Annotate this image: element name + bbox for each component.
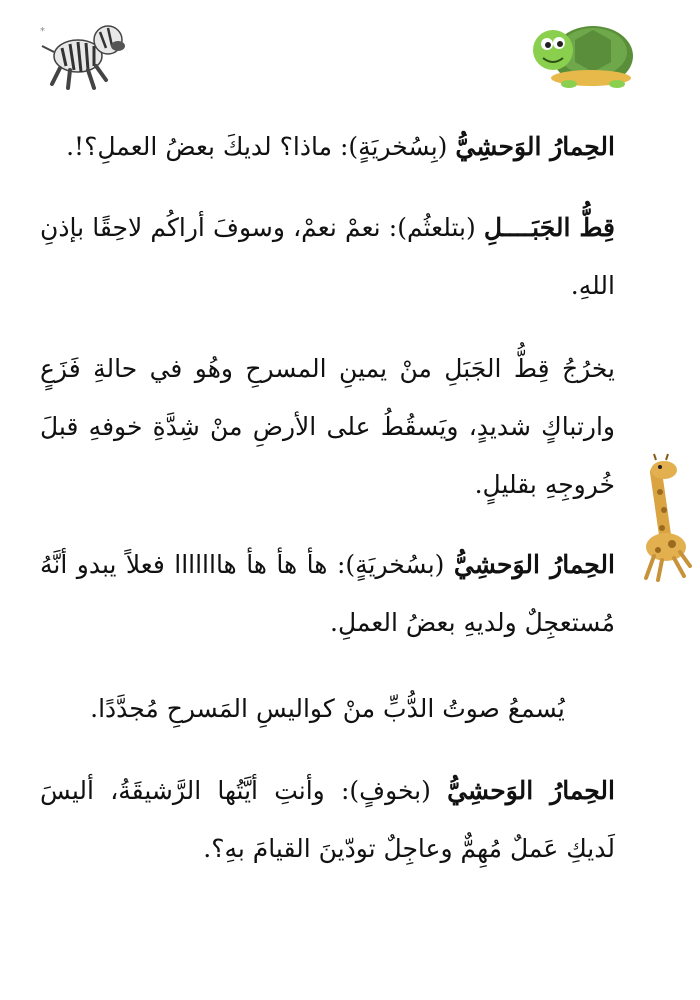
spoken-line: هأ هأ هأ هااااااا فعلاً يبدو أنَّهُ مُستعجِلٌ ولديهِ بعضُ العملِ. bbox=[40, 550, 615, 637]
stage-direction: (بتلعثُم): bbox=[388, 213, 476, 242]
spoken-line: وأنتِ أيَّتُها الرَّشيقَةُ، أليسَ لَديكِ عَملٌ مُهِمٌّ وعاجِلٌ تودّينَ القيامَ بهِ؟. bbox=[40, 776, 615, 863]
stage-direction: (بخوفٍ): bbox=[341, 776, 431, 805]
zebra-icon bbox=[36, 12, 126, 92]
narration-paragraph: يُسمعُ صوتُ الدُّبِّ منْ كواليسِ المَسرحِ مُجدَّدًا. bbox=[90, 694, 565, 723]
spoken-line: ماذا؟ لديكَ بعضُ العملِ؟!. bbox=[66, 132, 332, 161]
speaker-name: الحِمارُ الوَحشِيُّ bbox=[453, 550, 615, 579]
dialogue-line-zebra-1 bbox=[40, 118, 615, 176]
dialogue-line-zebra-3 bbox=[40, 762, 615, 878]
dialogue-line-mountain-cat bbox=[40, 199, 615, 315]
dialogue-line-zebra-2 bbox=[40, 536, 615, 652]
speaker-name: الحِمارُ الوَحشِيُّ bbox=[455, 132, 615, 161]
stage-direction: (بسُخريَةٍ): bbox=[336, 550, 445, 579]
speaker-name: قِطُّ الجَبَــــلِ bbox=[483, 213, 616, 242]
speaker-name: الحِمارُ الوَحشِيُّ bbox=[447, 776, 615, 805]
spoken-line: نعمْ نعمْ، وسوفَ أراكُم لاحِقًا بإذنِ اللهِ. bbox=[40, 213, 615, 300]
svg-text:*: * bbox=[40, 26, 45, 37]
narration-paragraph: يخرُجُ قِطُّ الجَبَلِ منْ يمينِ المسرحِ وهُو في حالةِ فَزَعٍ وارتباكٍ شديدٍ، ويَسقُطُ على الأرضِ منْ شِدَّةِ خوفهِ قبلَ خُروجِهِ بقليلٍ. bbox=[40, 354, 615, 499]
turtle-icon bbox=[525, 12, 637, 90]
stage-direction: (بِسُخريَةٍ): bbox=[339, 132, 448, 161]
giraffe-icon bbox=[626, 452, 694, 582]
